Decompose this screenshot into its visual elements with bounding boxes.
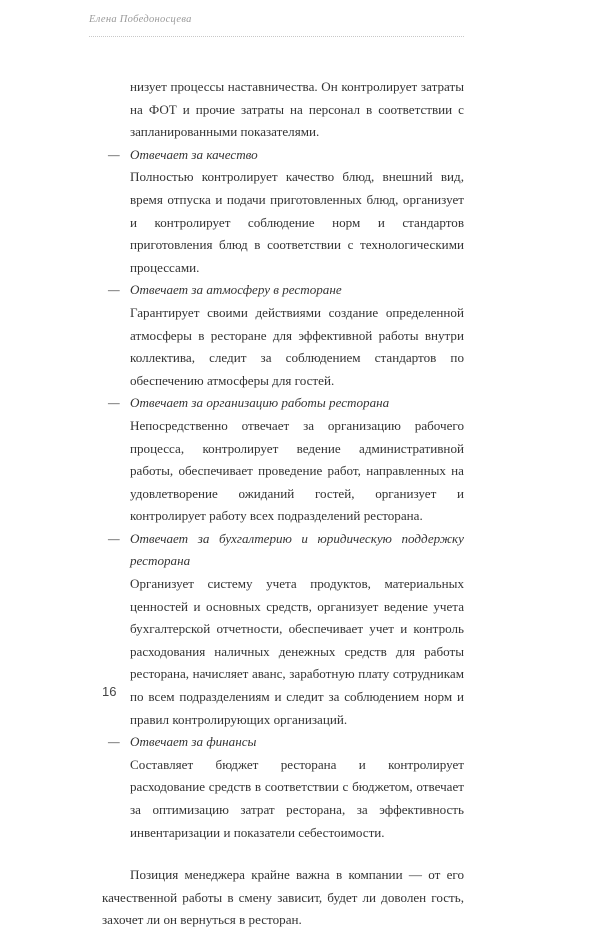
dash-marker: — <box>108 282 120 298</box>
list-item-title: Отвечает за бухгалтерию и юридическую поддержку ресторана <box>130 530 464 569</box>
page-body <box>102 76 464 932</box>
list-item-title: Отвечает за финансы <box>130 734 257 750</box>
list-item-title: Отвечает за атмосферу в ресторане <box>130 282 342 298</box>
list-item-atmosphere <box>102 279 464 392</box>
list-item-body: Составляет бюджет ресторана и контролирует расходование средств в соответствии с бюджетом, отвечает за оптимизацию затрат ресторана, за эффективность инвентаризации и показатели себестоимости. <box>130 756 464 840</box>
list-item-heading <box>102 731 464 754</box>
list-item-title: Отвечает за организацию работы ресторана <box>130 395 390 411</box>
page-number: 16 <box>102 684 117 699</box>
list-item-heading <box>102 279 464 302</box>
running-head-author: Елена Победоносцева <box>89 14 192 25</box>
list-item-body: Организует систему учета продуктов, материальных ценностей и основных средств, организует ведение учета бухгалтерской отчетности, обеспечивает учет и контроль расходования наличных денежных средств для работы ресторана, начисляет аванс, заработную плату сотрудникам по всем подразделениям и следит за соблюдением норм и правил контролирующих организаций. <box>130 576 464 727</box>
intro-paragraph: низует процессы наставничества. Он контролирует затраты на ФОТ и прочие затраты на персонал в соответствии с запланированными показателями. <box>130 79 464 140</box>
dash-marker: — <box>108 734 120 750</box>
header-divider <box>89 36 464 37</box>
list-item-quality <box>102 144 464 280</box>
dash-marker: — <box>108 395 120 411</box>
list-item-heading <box>102 392 464 415</box>
list-item-organization <box>102 392 464 528</box>
closing-paragraph: Позиция менеджера крайне важна в компании — от его качественной работы в смену зависит, будет ли доволен гость, захочет ли он вернуться в ресторан. <box>102 867 464 928</box>
list-item-body: Гарантирует своими действиями создание определенной атмосферы в ресторане для эффективной работы внутри коллектива, следит за соблюдением стандартов по обеспечению атмосферы для гостей. <box>130 304 464 388</box>
dash-marker: — <box>108 146 120 162</box>
list-item-heading <box>102 144 464 167</box>
list-item-accounting <box>102 528 464 731</box>
list-item-body: Полностью контролирует качество блюд, внешний вид, время отпуска и подачи приготовленных блюд, организует и контролирует соблюдение норм и стандартов приготовления блюд в соответствии с технологическими процессами. <box>130 169 464 275</box>
list-item-body: Непосредственно отвечает за организацию рабочего процесса, контролирует ведение административной работы, обеспечивает проведение работ, направленных на удовлетворение ожиданий гостей, организует и контролирует работу всех подразделений ресторана. <box>130 417 464 524</box>
list-item-title: Отвечает за качество <box>130 146 258 162</box>
list-item-heading <box>102 528 464 573</box>
list-item-finance <box>102 731 464 844</box>
dash-marker: — <box>108 530 120 546</box>
